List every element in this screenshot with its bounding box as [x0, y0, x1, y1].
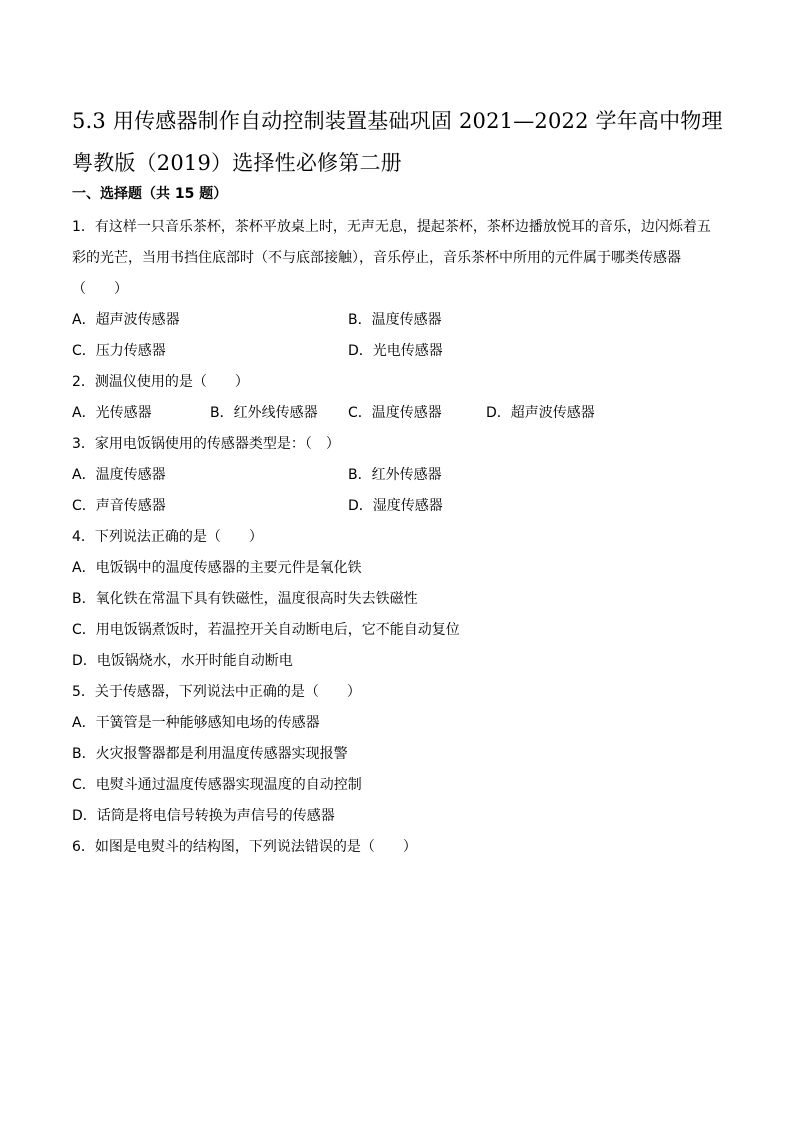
- question-2-option-b: B．红外线传感器: [210, 405, 318, 421]
- question-1-options-row-1: [72, 305, 732, 336]
- question-1-option-d: D．光电传感器: [348, 343, 443, 359]
- question-3-option-a: A．温度传感器: [72, 467, 166, 483]
- question-3-option-d: D．湿度传感器: [348, 498, 443, 514]
- question-2-option-c: C．温度传感器: [348, 405, 442, 421]
- question-3-option-c: C．声音传感器: [72, 498, 166, 514]
- question-list: [72, 212, 732, 863]
- question-4-option-d: D．电饭锅烧水，水开时能自动断电: [72, 653, 293, 669]
- question-1-option-a: A．超声波传感器: [72, 312, 180, 328]
- question-3-option-b: B．红外传感器: [348, 467, 442, 483]
- question-4-option-b: B．氧化铁在常温下具有铁磁性，温度很高时失去铁磁性: [72, 591, 418, 607]
- section-heading: 一、选择题（共 15 题）: [72, 186, 228, 202]
- document-title: 5.3 用传感器制作自动控制装置基础巩固 2021—2022 学年高中物理粤教版（2019）选择性必修第二册: [72, 109, 723, 175]
- question-1-stem-line-1: 1．有这样一只音乐茶杯，茶杯平放桌上时，无声无息，提起茶杯，茶杯边播放悦耳的音乐，边闪烁着五: [72, 219, 711, 235]
- question-5-stem: 5．关于传感器，下列说法中正确的是（ ）: [72, 684, 361, 700]
- question-5-option-b: B．火灾报警器都是利用温度传感器实现报警: [72, 746, 348, 762]
- question-5-option-a: A．干簧管是一种能够感知电场的传感器: [72, 715, 320, 731]
- question-1-options-row-2: [72, 336, 732, 367]
- question-2-stem: 2．测温仪使用的是（ ）: [72, 374, 249, 390]
- question-4-stem: 4．下列说法正确的是（ ）: [72, 529, 263, 545]
- question-1-option-c: C．压力传感器: [72, 343, 166, 359]
- question-1-stem-line-3: （ ）: [72, 281, 128, 297]
- question-4-option-c: C．用电饭锅煮饭时，若温控开关自动断电后，它不能自动复位: [72, 622, 460, 638]
- question-3-options-row-2: [72, 491, 732, 522]
- question-6-stem: 6．如图是电熨斗的结构图，下列说法错误的是（ ）: [72, 839, 417, 855]
- question-3-stem: 3．家用电饭锅使用的传感器类型是：（ ）: [72, 436, 340, 452]
- question-4-option-a: A．电饭锅中的温度传感器的主要元件是氧化铁: [72, 560, 362, 576]
- question-1-stem-line-2: 彩的光芒，当用书挡住底部时（不与底部接触），音乐停止，音乐茶杯中所用的元件属于哪类传感器: [72, 250, 681, 266]
- question-2-option-a: A．光传感器: [72, 405, 152, 421]
- question-5-option-d: D．话筒是将电信号转换为声信号的传感器: [72, 808, 335, 824]
- question-2-options-row: [72, 398, 732, 429]
- question-1-option-b: B．温度传感器: [348, 312, 442, 328]
- question-5-option-c: C．电熨斗通过温度传感器实现温度的自动控制: [72, 777, 362, 793]
- question-3-options-row-1: [72, 460, 732, 491]
- question-2-option-d: D．超声波传感器: [486, 405, 595, 421]
